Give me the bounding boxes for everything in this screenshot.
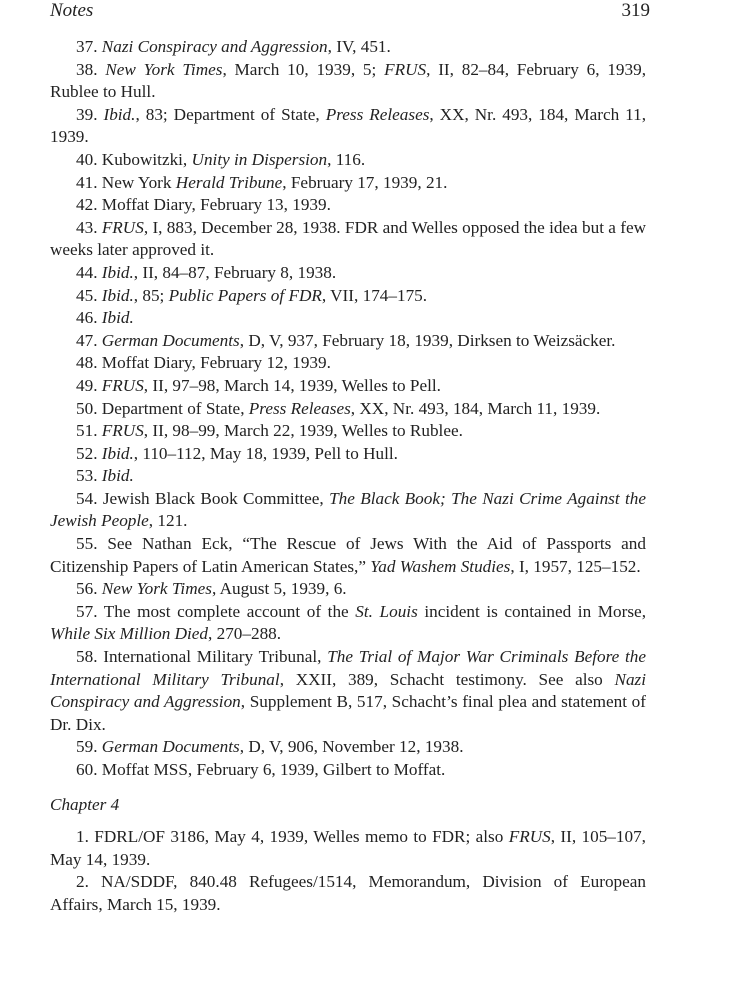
note-text: 54. Jewish Black Book Committee, [76,488,330,508]
note-entry [50,172,646,195]
note-title-italic: New York Times [101,579,212,599]
note-title-italic: The Trial of Major War Criminals Before the International Military Tribunal [50,647,646,689]
note-entry [50,578,646,601]
note-text: , 116. [327,149,366,169]
note-text: 47. [76,330,102,350]
note-title-italic: While Six Million Died [50,624,208,644]
note-entry [50,330,646,353]
note-title-italic: The Black Book; The Nazi Crime Against the Jewish People [50,488,646,531]
note-entry [50,465,646,488]
note-entry [50,533,646,578]
note-entry [50,826,646,871]
note-text: , XXII, 389, Schacht testimony. See also [279,669,615,689]
note-text: 51. [76,421,102,441]
notes-body [50,36,646,917]
chapter-heading: Chapter 4 [50,794,120,814]
note-title-italic: Nazi Conspiracy and Aggression [101,37,328,56]
note-text: , II, 84–87, February 8, 1938. [133,262,337,282]
note-title-italic: Herald Tribune [175,172,283,192]
note-text: , D, V, 906, November 12, 1938. [239,737,464,757]
note-entry [50,646,646,736]
note-text: , IV, 451. [327,37,391,56]
note-text: 46. [76,308,102,328]
note-title-italic: Press Releases [248,398,351,418]
page-number: 319 [621,0,650,21]
note-text: , 83; Department of State, [135,104,326,124]
note-text: 55. See Nathan Eck, “The Rescue of Jews With the Aid of Passports and Citizenship Papers of Latin American States,” [50,534,646,576]
note-title-italic: German Documents [101,330,240,350]
note-text: , 110–112, May 18, 1939, Pell to Hull. [133,443,398,463]
note-entry [50,443,646,466]
note-title-italic: FRUS [508,827,551,847]
note-text: , 121. [148,511,188,531]
note-text: , II, 82–84, February 6, 1939, Rublee to Hull. [50,59,646,102]
note-text: 40. Kubowitzki, [76,149,192,169]
note-text: 60. Moffat MSS, February 6, 1939, Gilbert to Moffat. [76,760,446,779]
note-entry [50,285,646,308]
chapter-notes-list [50,826,646,916]
note-text: 52. [76,443,102,463]
note-text: 45. [76,285,102,305]
note-text: 58. International Military Tribunal, [76,647,328,667]
note-text: , August 5, 1939, 6. [211,579,347,599]
note-text: 50. Department of State, [76,398,249,418]
note-entry [50,420,646,443]
note-title-italic: Ibid. [101,262,134,282]
note-text: , February 17, 1939, 21. [282,172,448,192]
note-text: 57. The most complete account of the [76,601,356,621]
note-text: 44. [76,262,102,282]
note-entry [50,217,646,262]
note-text: 37. [76,37,102,56]
note-text: 56. [76,579,102,599]
note-entry [50,871,646,916]
note-entry [50,352,646,375]
note-entry [50,375,646,398]
note-text: , 85; [133,285,169,305]
note-title-italic: Ibid. [101,308,134,328]
note-text: , I, 883, December 28, 1938. FDR and Welles opposed the idea but a few weeks later approved it. [50,217,647,260]
note-entry [50,194,646,217]
running-head-title: Notes [50,0,94,21]
running-header [50,0,650,28]
note-text: 38. [76,59,106,79]
note-text: , VII, 174–175. [321,285,428,305]
note-title-italic: Ibid. [101,466,134,486]
note-title-italic: Ibid. [103,104,136,124]
note-entry [50,307,646,330]
note-text: incident is contained in Morse, [417,601,646,621]
note-entry [50,601,646,646]
note-text: 59. [76,737,102,757]
note-text: , II, 97–98, March 14, 1939, Welles to Pell. [143,375,441,395]
note-title-italic: Press Releases [325,104,430,124]
note-title-italic: Ibid. [101,285,134,305]
note-text: 1. FDRL/OF 3186, May 4, 1939, Welles memo to FDR; also [76,827,509,847]
note-entry [50,149,646,172]
note-text: , 270–288. [208,624,282,644]
note-text: , D, V, 937, February 18, 1939, Dirksen to Weizsäcker. [239,330,616,350]
note-text: , XX, Nr. 493, 184, March 11, 1939. [50,104,647,147]
note-title-italic: Yad Washem Studies [370,556,511,576]
note-text: 41. New York [76,172,176,192]
note-title-italic: St. Louis [355,601,418,621]
note-text: 42. Moffat Diary, February 13, 1939. [76,195,331,215]
note-text: , II, 105–107, May 14, 1939. [50,827,646,869]
note-entry [50,398,646,421]
note-entry [50,759,646,782]
note-text: , II, 98–99, March 22, 1939, Welles to Rublee. [143,421,463,441]
note-title-italic: FRUS [384,59,427,79]
note-title-italic: Ibid. [101,443,134,463]
note-title-italic: New York Times [105,59,223,79]
note-entry [50,488,646,533]
note-text: 2. NA/SDDF, 840.48 Refugees/1514, Memorandum, Division of European Affairs, March 15, 1939. [50,872,646,914]
note-title-italic: German Documents [101,737,240,757]
note-text: 43. [76,217,102,237]
note-title-italic: Nazi Conspiracy and Aggression [50,669,647,712]
note-entry [50,736,646,759]
note-text: , XX, Nr. 493, 184, March 11, 1939. [350,398,601,418]
note-title-italic: Public Papers of FDR [168,285,322,305]
note-text: , I, 1957, 125–152. [510,556,641,576]
notes-list [50,36,646,782]
note-title-italic: FRUS [101,421,144,441]
note-entry [50,59,646,104]
note-text: 53. [76,466,102,486]
note-entry [50,262,646,285]
note-text: , March 10, 1939, 5; [222,59,385,79]
note-text: 48. Moffat Diary, February 12, 1939. [76,353,331,373]
note-title-italic: FRUS [101,375,144,395]
note-text: , Supplement B, 517, Schacht’s final plea and statement of Dr. Dix. [50,692,646,734]
note-entry [50,104,646,149]
note-title-italic: Unity in Dispersion [191,149,328,169]
note-text: 39. [76,104,104,124]
note-title-italic: FRUS [101,217,144,237]
note-text: 49. [76,375,102,395]
note-entry [50,36,646,59]
